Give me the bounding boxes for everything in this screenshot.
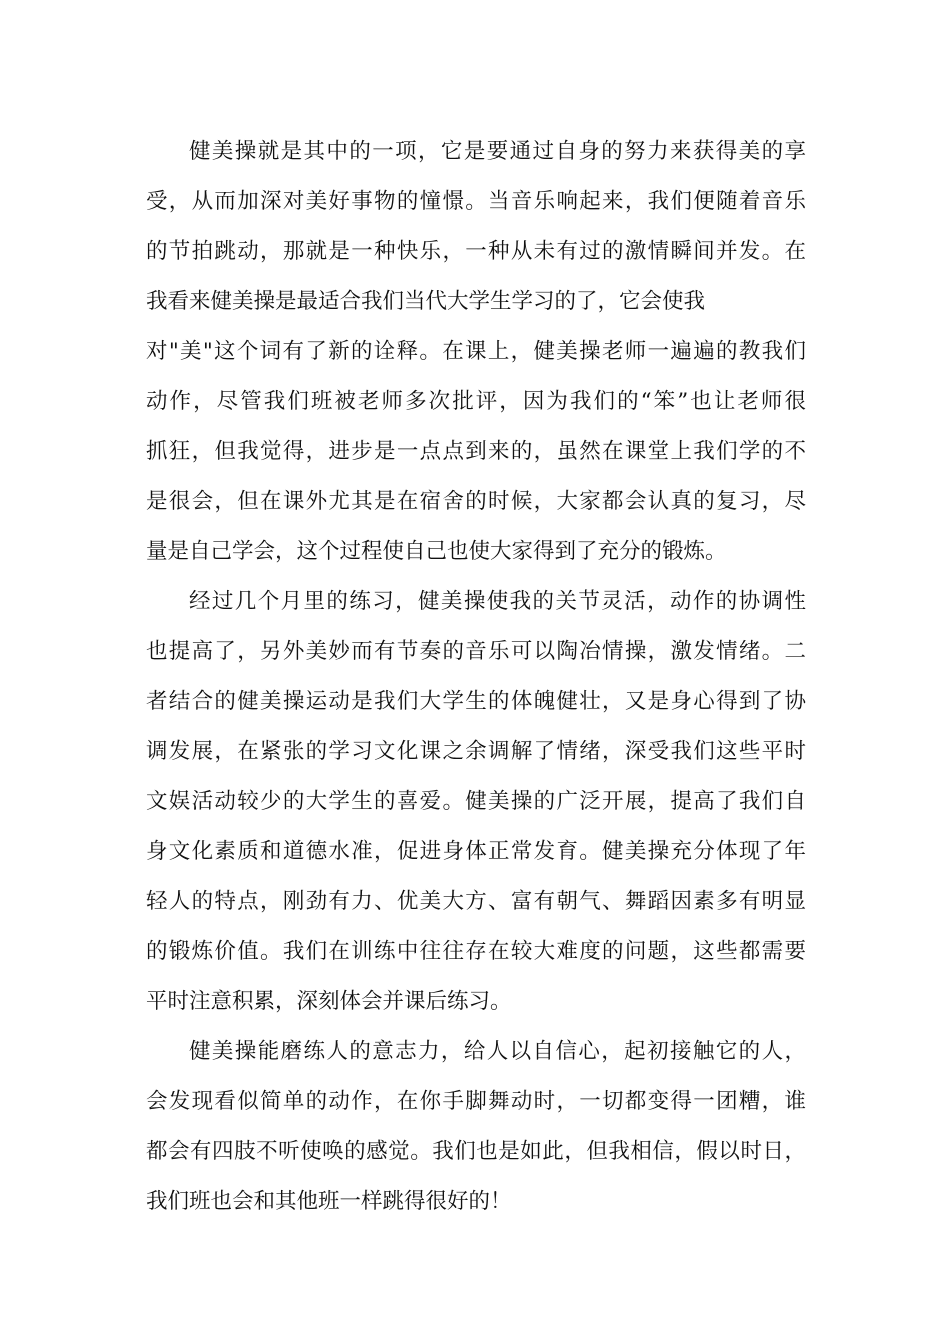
paragraph-3-line-2: 也提高了，另外美妙而有节奏的音乐可以陶冶情操，激发情绪。二: [146, 639, 806, 664]
body-text: [146, 127, 806, 1227]
paragraph-2-line-5: 量是自己学会，这个过程使自己也使大家得到了充分的锻炼。: [146, 539, 727, 564]
paragraph-4-line-3: 都会有四肢不听使唤的感觉。我们也是如此，但我相信，假以时日，: [146, 1139, 806, 1164]
paragraph-3-line-6: 身文化素质和道德水准，促进身体正常发育。健美操充分体现了年: [146, 839, 806, 864]
paragraph-3-line-4: 调发展，在紧张的学习文化课之余调解了情绪，深受我们这些平时: [146, 739, 806, 764]
paragraph-3-line-7: 轻人的特点，刚劲有力、优美大方、富有朝气、舞蹈因素多有明显: [146, 889, 806, 914]
paragraph-2-line-3: 抓狂，但我觉得，进步是一点点到来的，虽然在课堂上我们学的不: [146, 439, 806, 464]
paragraph-2-line-1: 对"美"这个词有了新的诠释。在课上，健美操老师一遍遍的教我们: [146, 339, 806, 364]
paragraph-2-line-2: 动作，尽管我们班被老师多次批评，因为我们的“笨”也让老师很: [146, 389, 806, 414]
paragraph-1-line-2: 受，从而加深对美好事物的憧憬。当音乐响起来，我们便随着音乐: [146, 189, 806, 214]
paragraph-1-line-4: 我看来健美操是最适合我们当代大学生学习的了，它会使我: [146, 289, 706, 314]
paragraph-4-line-1: 健美操能磨练人的意志力，给人以自信心，起初接触它的人，: [189, 1039, 806, 1064]
paragraph-2-line-4: 是很会，但在课外尤其是在宿舍的时候，大家都会认真的复习，尽: [146, 489, 806, 514]
paragraph-4-line-2: 会发现看似简单的动作，在你手脚舞动时，一切都变得一团糟，谁: [146, 1089, 806, 1114]
paragraph-3-line-9: 平时注意积累，深刻体会并课后练习。: [146, 989, 512, 1014]
paragraph-3-line-5: 文娱活动较少的大学生的喜爱。健美操的广泛开展，提高了我们自: [146, 789, 806, 814]
paragraph-3-line-8: 的锻炼价值。我们在训练中往往存在较大难度的问题，这些都需要: [146, 939, 806, 964]
paragraph-4-line-4: 我们班也会和其他班一样跳得很好的！: [146, 1189, 512, 1214]
paragraph-3-line-1: 经过几个月里的练习，健美操使我的关节灵活，动作的协调性: [189, 589, 806, 614]
paragraph-1-line-3: 的节拍跳动，那就是一种快乐，一种从未有过的激情瞬间并发。在: [146, 239, 806, 264]
paragraph-1-line-1: 健美操就是其中的一项，它是要通过自身的努力来获得美的享: [189, 139, 806, 164]
paragraph-3-line-3: 者结合的健美操运动是我们大学生的体魄健壮，又是身心得到了协: [146, 689, 806, 714]
